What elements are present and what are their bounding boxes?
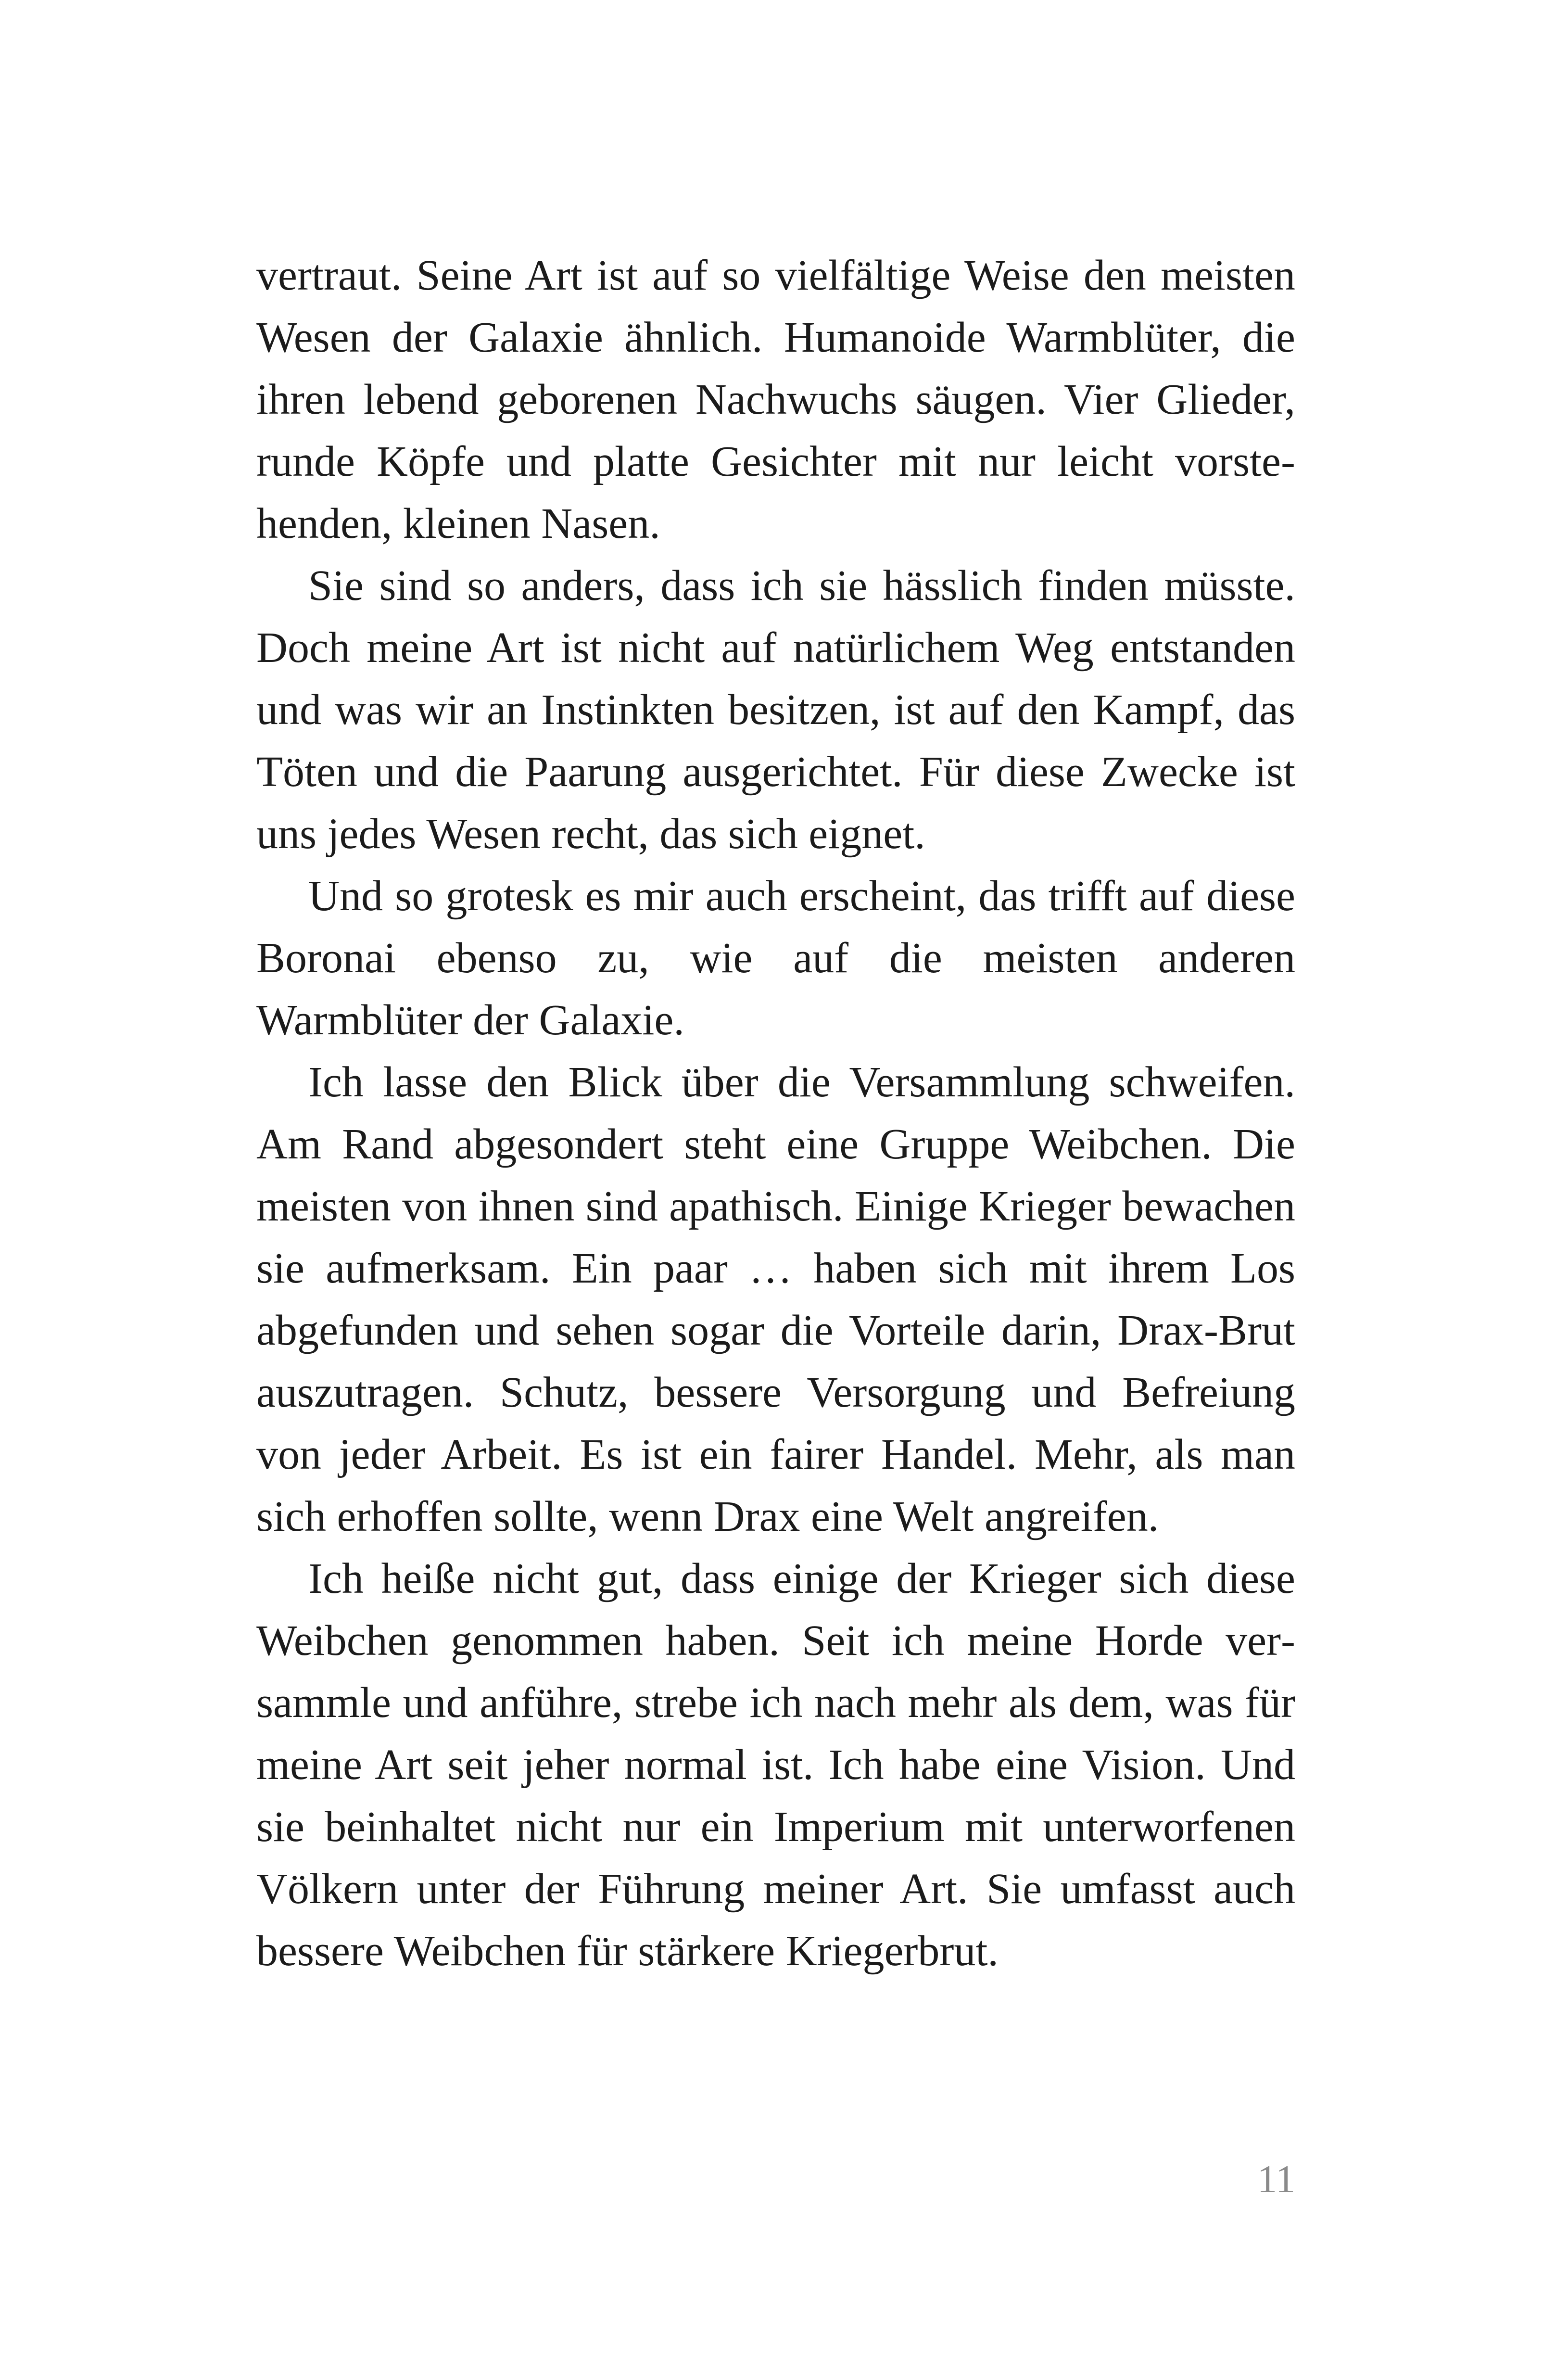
page-number: 11 <box>1257 2157 1295 2201</box>
paragraph-continued: vertraut. Seine Art ist auf so vielfältige Weise den meisten Wesen der Galaxie ähnlich. Humanoide Warmblüter, die ihren lebend geborenen Nachwuchs säugen. Vier Glieder, runde Köpfe und platte Gesichter mit nur leicht vorstehenden, kleinen Nasen. <box>256 252 1295 547</box>
paragraph: Ich heiße nicht gut, dass einige der Krieger sich diese Weibchen genommen haben. Seit ich meine Horde versammle und anführe, strebe ich nach mehr als dem, was für meine Art seit jeher normal ist. Ich habe eine Vision. Und sie beinhaltet nicht nur ein Imperium mit unterworfenen Völkern unter der Führung meiner Art. Sie umfasst auch bessere Weibchen für stärkere Kriegerbrut. <box>256 1555 1295 1975</box>
paragraph: Sie sind so anders, dass ich sie hässlich finden müsste. Doch meine Art ist nicht auf natürlichem Weg entstanden und was wir an Instinkten besitzen, ist auf den Kampf, das Töten und die Paarung ausgerichtet. Für diese Zwecke ist uns jedes Wesen recht, das sich eignet. <box>256 562 1295 858</box>
paragraph: Und so grotesk es mir auch erscheint, das trifft auf diese Boronai ebenso zu, wie auf die meisten anderen Warmblüter der Galaxie. <box>256 872 1295 1044</box>
paragraph: Ich lasse den Blick über die Versammlung schweifen. Am Rand abgesondert steht eine Gruppe Weibchen. Die meisten von ihnen sind apathisch. Einige Krieger bewachen sie aufmerksam. Ein paar … haben sich mit ihrem Los abgefunden und sehen sogar die Vorteile darin, Drax-Brut auszutragen. Schutz, bessere Versorgung und Befreiung von jeder Arbeit. Es ist ein fairer Handel. Mehr, als man sich erhoffen sollte, wenn Drax eine Welt angreifen. <box>256 1058 1295 1540</box>
body-text <box>256 244 1295 1982</box>
